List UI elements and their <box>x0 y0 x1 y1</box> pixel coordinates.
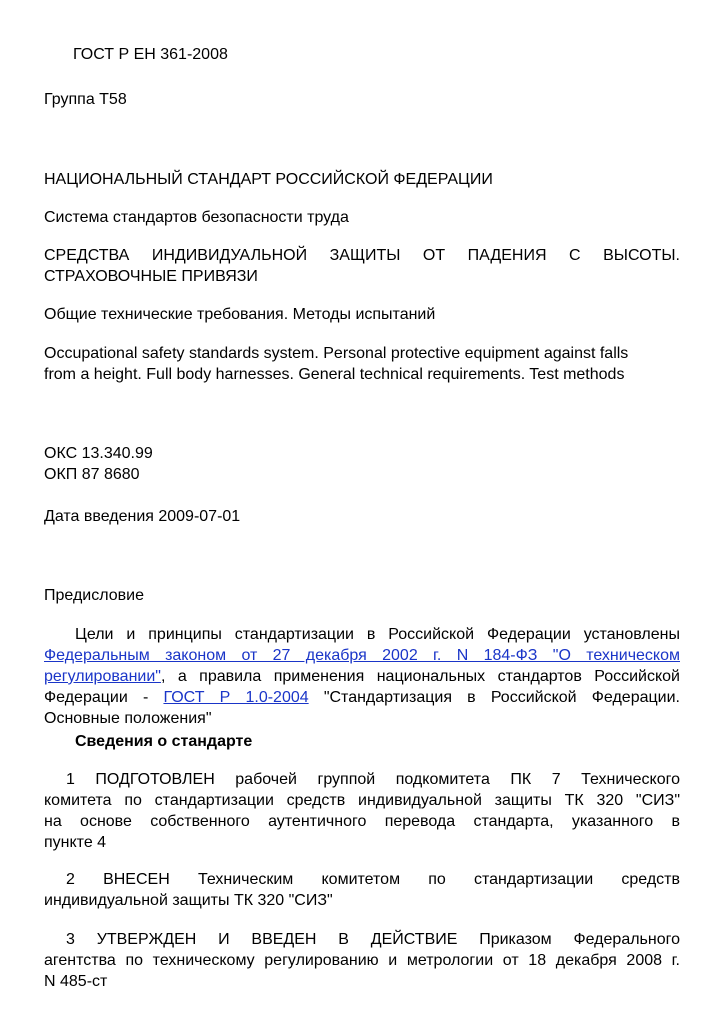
info-item-1: 1 ПОДГОТОВЛЕН рабочей группой подкомитета ПК 7 Технического комитета по стандартизации средств индивидуальной защиты ТК 320 "СИЗ" на основе собственного аутентичного перевода стандарта, указанного в пункте 4 <box>44 771 680 851</box>
preface-heading: Предисловие <box>44 587 144 604</box>
classification-codes <box>44 443 680 485</box>
info-item-2: 2 ВНЕСЕН Техническим комитетом по стандартизации средств индивидуальной защиты ТК 320 "СИЗ" <box>44 871 680 909</box>
document-subtitle: Общие технические требования. Методы испытаний <box>44 306 436 323</box>
english-title: Occupational safety standards system. Personal protective equipment against falls from a height. Full body harnesses. General technical requirements. Test methods <box>44 345 629 383</box>
document-group: Группа Т58 <box>44 91 127 108</box>
gost-r-1-0-2004-link[interactable]: ГОСТ Р 1.0-2004 <box>163 689 309 706</box>
standard-info-heading: Сведения о стандарте <box>75 733 253 750</box>
preface-paragraph: Цели и принципы стандартизации в Российской Федерации установлены Федеральным законом от 27 декабря 2002 г. N 184-ФЗ "О техническом регулировании", а правила применения национальных стандартов Российской Федерации - ГОСТ Р 1.0-2004 "Стандартизация в Российской Федерации. Основные положения" <box>44 626 680 727</box>
standards-system: Система стандартов безопасности труда <box>44 209 349 226</box>
federal-law-link[interactable]: Федеральным законом от 27 декабря 2002 г. N 184-ФЗ "О техническом <box>44 647 680 664</box>
info-item-3: 3 УТВЕРЖДЕН И ВВЕДЕН В ДЕЙСТВИЕ Приказом Федерального агентства по техническому регулированию и метрологии от 18 декабря 2008 г. N 485-ст <box>44 931 680 990</box>
federal-law-link-cont[interactable]: регулировании" <box>44 668 161 685</box>
national-standard-title: НАЦИОНАЛЬНЫЙ СТАНДАРТ РОССИЙСКОЙ ФЕДЕРАЦИИ <box>44 171 493 188</box>
introduction-date: Дата введения 2009-07-01 <box>44 508 241 525</box>
oks-code: ОКС 13.340.99 <box>44 445 153 462</box>
document-title: СРЕДСТВА ИНДИВИДУАЛЬНОЙ ЗАЩИТЫ ОТ ПАДЕНИЯ С ВЫСОТЫ. СТРАХОВОЧНЫЕ ПРИВЯЗИ <box>44 247 680 285</box>
okp-code: ОКП 87 8680 <box>44 466 140 483</box>
document-code: ГОСТ Р ЕН 361-2008 <box>73 46 228 63</box>
